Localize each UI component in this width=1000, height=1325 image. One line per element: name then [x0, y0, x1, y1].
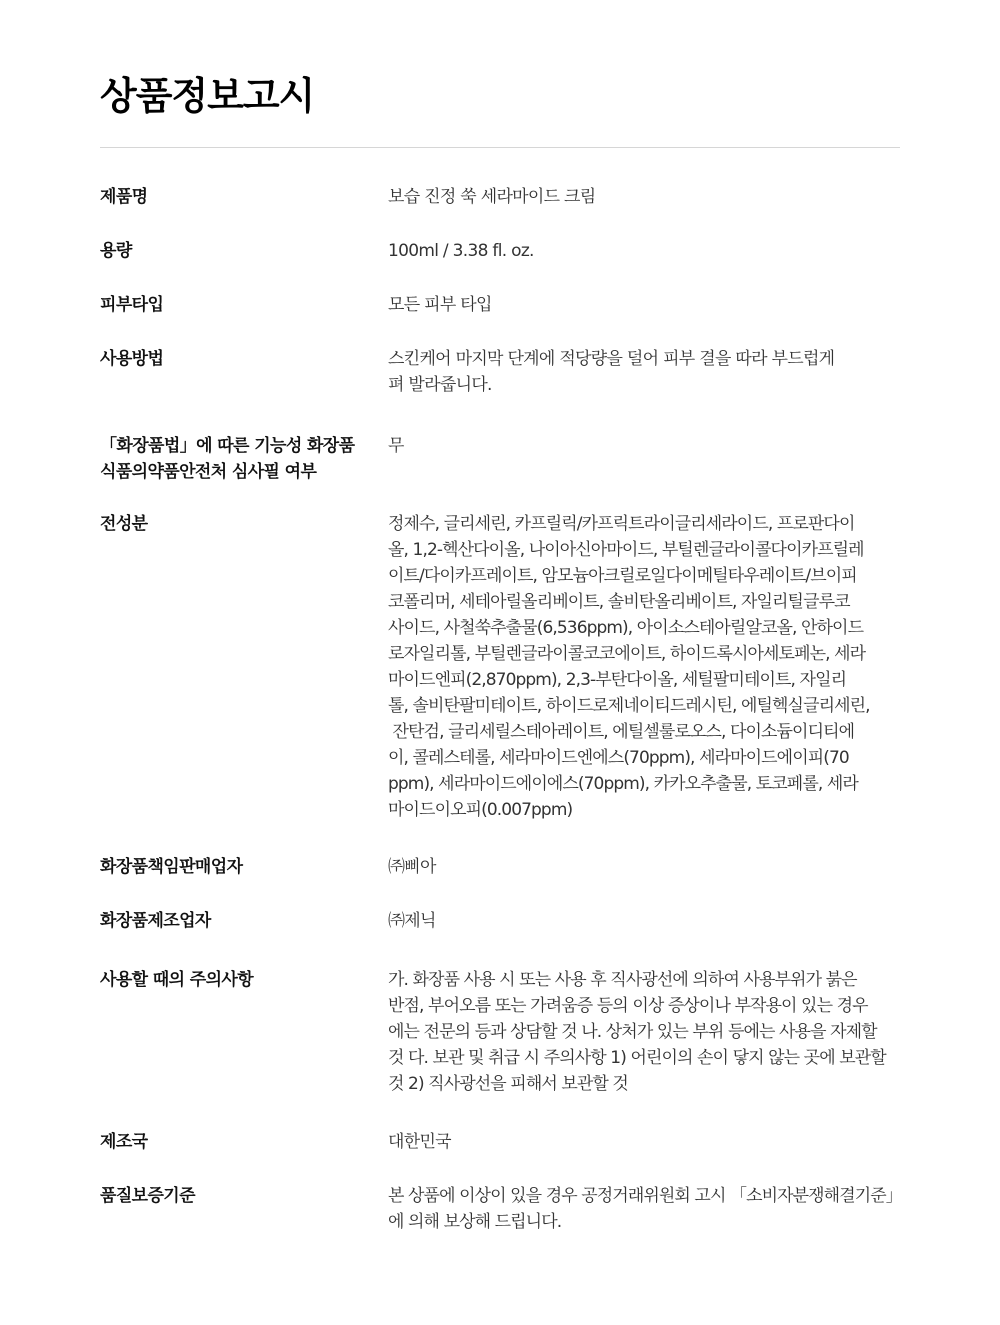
value-line: 이, 콜레스테롤, 세라마이드엔에스(70ppm), 세라마이드에이피(70	[388, 748, 849, 768]
value-line: 본 상품에 이상이 있을 경우 공정거래위원회 고시 「소비자분쟁해결기준」	[388, 1186, 902, 1206]
row-value: ㈜삐아	[388, 857, 436, 877]
value-line: ppm), 세라마이드에이에스(70ppm), 카카오추출물, 토코페롤, 세라	[388, 774, 858, 794]
row-value: 보습 진정 쑥 세라마이드 크림	[388, 187, 596, 207]
value-line: 정제수, 글리세린, 카프릴릭/카프릭트라이글리세라이드, 프로판다이	[388, 514, 855, 534]
value-line: 올, 1,2-헥산다이올, 나이아신아마이드, 부틸렌글라이콜다이카프릴레	[388, 540, 864, 560]
row-value: 대한민국	[388, 1132, 451, 1152]
row-label: 용량	[100, 241, 132, 261]
row-label: 화장품제조업자	[100, 911, 211, 931]
value-line: 가. 화장품 사용 시 또는 사용 후 직사광선에 의하여 사용부위가 붉은	[388, 970, 857, 990]
row-label: 품질보증기준	[100, 1186, 195, 1206]
value-line: 것 다. 보관 및 취급 시 주의사항 1) 어린이의 손이 닿지 않는 곳에 보관할	[388, 1048, 886, 1068]
value-line: 스킨케어 마지막 단계에 적당량을 덜어 피부 결을 따라 부드럽게	[388, 349, 835, 369]
label-line: 식품의약품안전처 심사필 여부	[100, 462, 317, 482]
value-line: 마이드엔피(2,870ppm), 2,3-부탄다이올, 세틸팔미테이트, 자일리	[388, 670, 847, 690]
value-line: 에는 전문의 등과 상담할 것 나. 상처가 있는 부위 등에는 사용을 자제할	[388, 1022, 877, 1042]
row-label: 전성분	[100, 514, 148, 534]
row-value	[388, 967, 905, 1097]
value-line: 펴 발라줍니다.	[388, 375, 492, 395]
value-line: 것 2) 직사광선을 피해서 보관할 것	[388, 1074, 628, 1094]
row-label	[100, 433, 370, 485]
value-line: 톨, 솔비탄팔미테이트, 하이드로제네이티드레시틴, 에틸헥실글리세린,	[388, 696, 870, 716]
row-label: 제조국	[100, 1132, 148, 1152]
row-value: 무	[388, 436, 404, 456]
row-label: 화장품책임판매업자	[100, 857, 243, 877]
value-line: 잔탄검, 글리세릴스테아레이트, 에틸셀룰로오스, 다이소듐이디티에	[388, 722, 855, 742]
value-line: 이트/다이카프레이트, 암모늄아크릴로일다이메틸타우레이트/브이피	[388, 566, 857, 586]
value-line: 사이드, 사철쑥추출물(6,536ppm), 아이소스테아릴알코올, 안하이드	[388, 618, 864, 638]
value-line: 에 의해 보상해 드립니다.	[388, 1212, 562, 1232]
row-value: ㈜제닉	[388, 911, 436, 931]
value-line: 마이드이오피(0.007ppm)	[388, 800, 573, 820]
title-divider	[100, 147, 900, 148]
value-line: 반점, 부어오름 또는 가려움증 등의 이상 증상이나 부작용이 있는 경우	[388, 996, 868, 1016]
row-value	[388, 511, 905, 823]
row-value	[388, 346, 905, 398]
value-line: 로자일리톨, 부틸렌글라이콜코코에이트, 하이드록시아세토페논, 세라	[388, 644, 866, 664]
row-label: 사용방법	[100, 349, 164, 369]
page-title: 상품정보고시	[100, 74, 315, 118]
row-value: 100ml / 3.38 fl. oz.	[388, 241, 534, 261]
row-value	[388, 1183, 905, 1235]
row-value: 모든 피부 타입	[388, 295, 492, 315]
row-label: 사용할 때의 주의사항	[100, 970, 254, 990]
row-label: 피부타입	[100, 295, 164, 315]
label-line: 「화장품법」에 따른 기능성 화장품	[100, 436, 355, 456]
value-line: 코폴리머, 세테아릴올리베이트, 솔비탄올리베이트, 자일리틸글루코	[388, 592, 850, 612]
row-label: 제품명	[100, 187, 148, 207]
